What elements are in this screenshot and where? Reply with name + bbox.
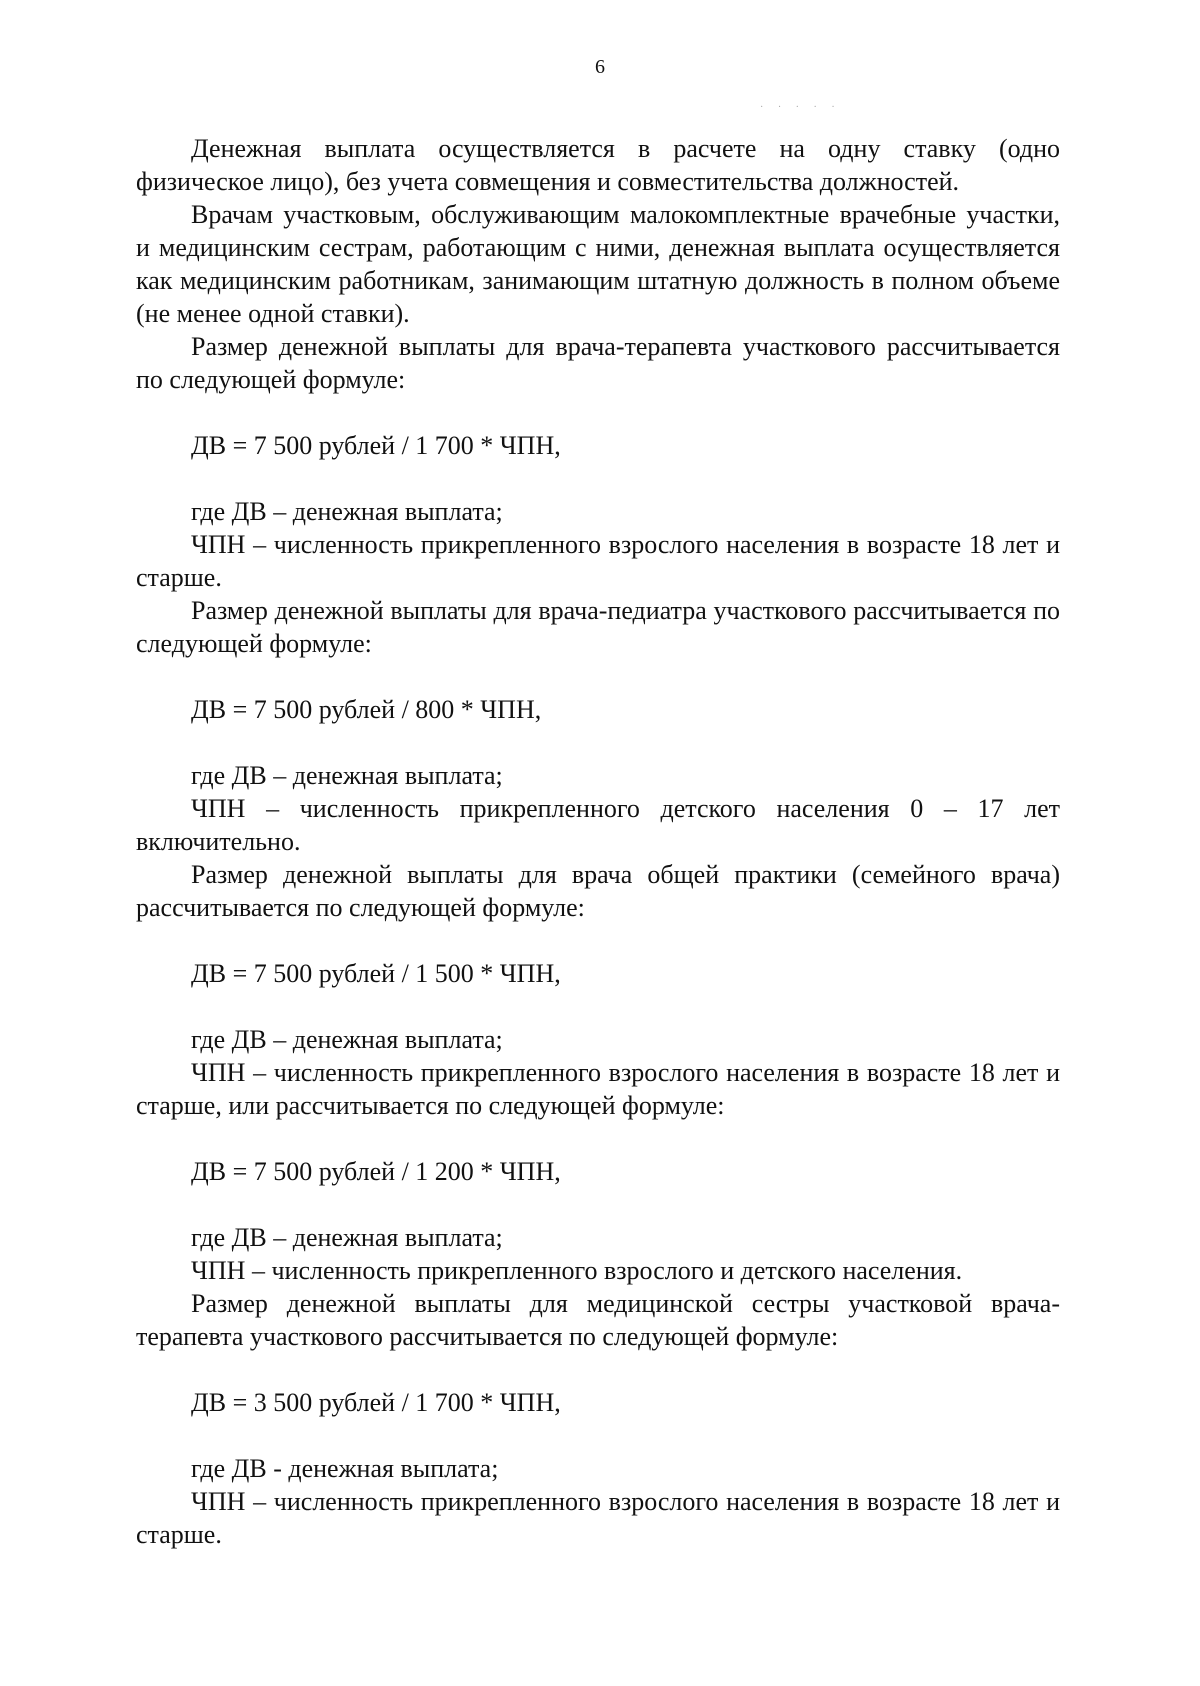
formula-gp-adult: ДВ = 7 500 рублей / 1 500 * ЧПН, [191,959,561,988]
document-body [136,132,1060,1551]
paragraph-therapist-intro: Размер денежной выплаты для врача-терапевта участкового рассчитывается по следующей формуле: [136,332,1060,394]
formula-nurse-where: где ДВ - денежная выплата; [191,1454,499,1483]
formula-pediatrician-where: где ДВ – денежная выплата; [191,761,503,790]
formula-therapist-where: где ДВ – денежная выплата; [191,497,503,526]
formula-nurse-chpn: ЧПН – численность прикрепленного взрослого населения в возрасте 18 лет и старше. [136,1487,1060,1549]
paragraph-nurse-intro: Размер денежной выплаты для медицинской сестры участковой врача-терапевта участкового рассчитывается по следующей формуле: [136,1289,1060,1351]
paragraph-pediatrician-intro: Размер денежной выплаты для врача-педиатра участкового рассчитывается по следующей формуле: [136,596,1060,658]
formula-gp-mixed: ДВ = 7 500 рублей / 1 200 * ЧПН, [191,1157,561,1186]
formula-pediatrician: ДВ = 7 500 рублей / 800 * ЧПН, [191,695,542,724]
page-number: 6 [595,56,605,78]
paragraph-gp-intro: Размер денежной выплаты для врача общей практики (семейного врача) рассчитывается по следующей формуле: [136,860,1060,922]
formula-gp-mixed-chpn: ЧПН – численность прикрепленного взрослого и детского населения. [191,1256,963,1285]
formula-nurse: ДВ = 3 500 рублей / 1 700 * ЧПН, [191,1388,561,1417]
formula-gp-mixed-where: где ДВ – денежная выплата; [191,1223,503,1252]
formula-therapist-chpn: ЧПН – численность прикрепленного взрослого населения в возрасте 18 лет и старше. [136,530,1060,592]
scan-artifact: · · · · · [760,102,841,113]
paragraph-rate-basis: Денежная выплата осуществляется в расчете на одну ставку (одно физическое лицо), без учета совмещения и совместительства должностей. [136,134,1060,196]
formula-pediatrician-chpn: ЧПН – численность прикрепленного детского населения 0 – 17 лет включительно. [136,794,1060,856]
formula-gp-adult-where: где ДВ – денежная выплата; [191,1025,503,1054]
formula-gp-adult-chpn: ЧПН – численность прикрепленного взрослого населения в возрасте 18 лет и старше, или рассчитывается по следующей формуле: [136,1058,1060,1120]
formula-therapist: ДВ = 7 500 рублей / 1 700 * ЧПН, [191,431,561,460]
paragraph-small-districts: Врачам участковым, обслуживающим малокомплектные врачебные участки, и медицинским сестрам, работающим с ними, денежная выплата осуществляется как медицинским работникам, занимающим штатную должность в полном объеме (не менее одной ставки). [136,200,1060,328]
